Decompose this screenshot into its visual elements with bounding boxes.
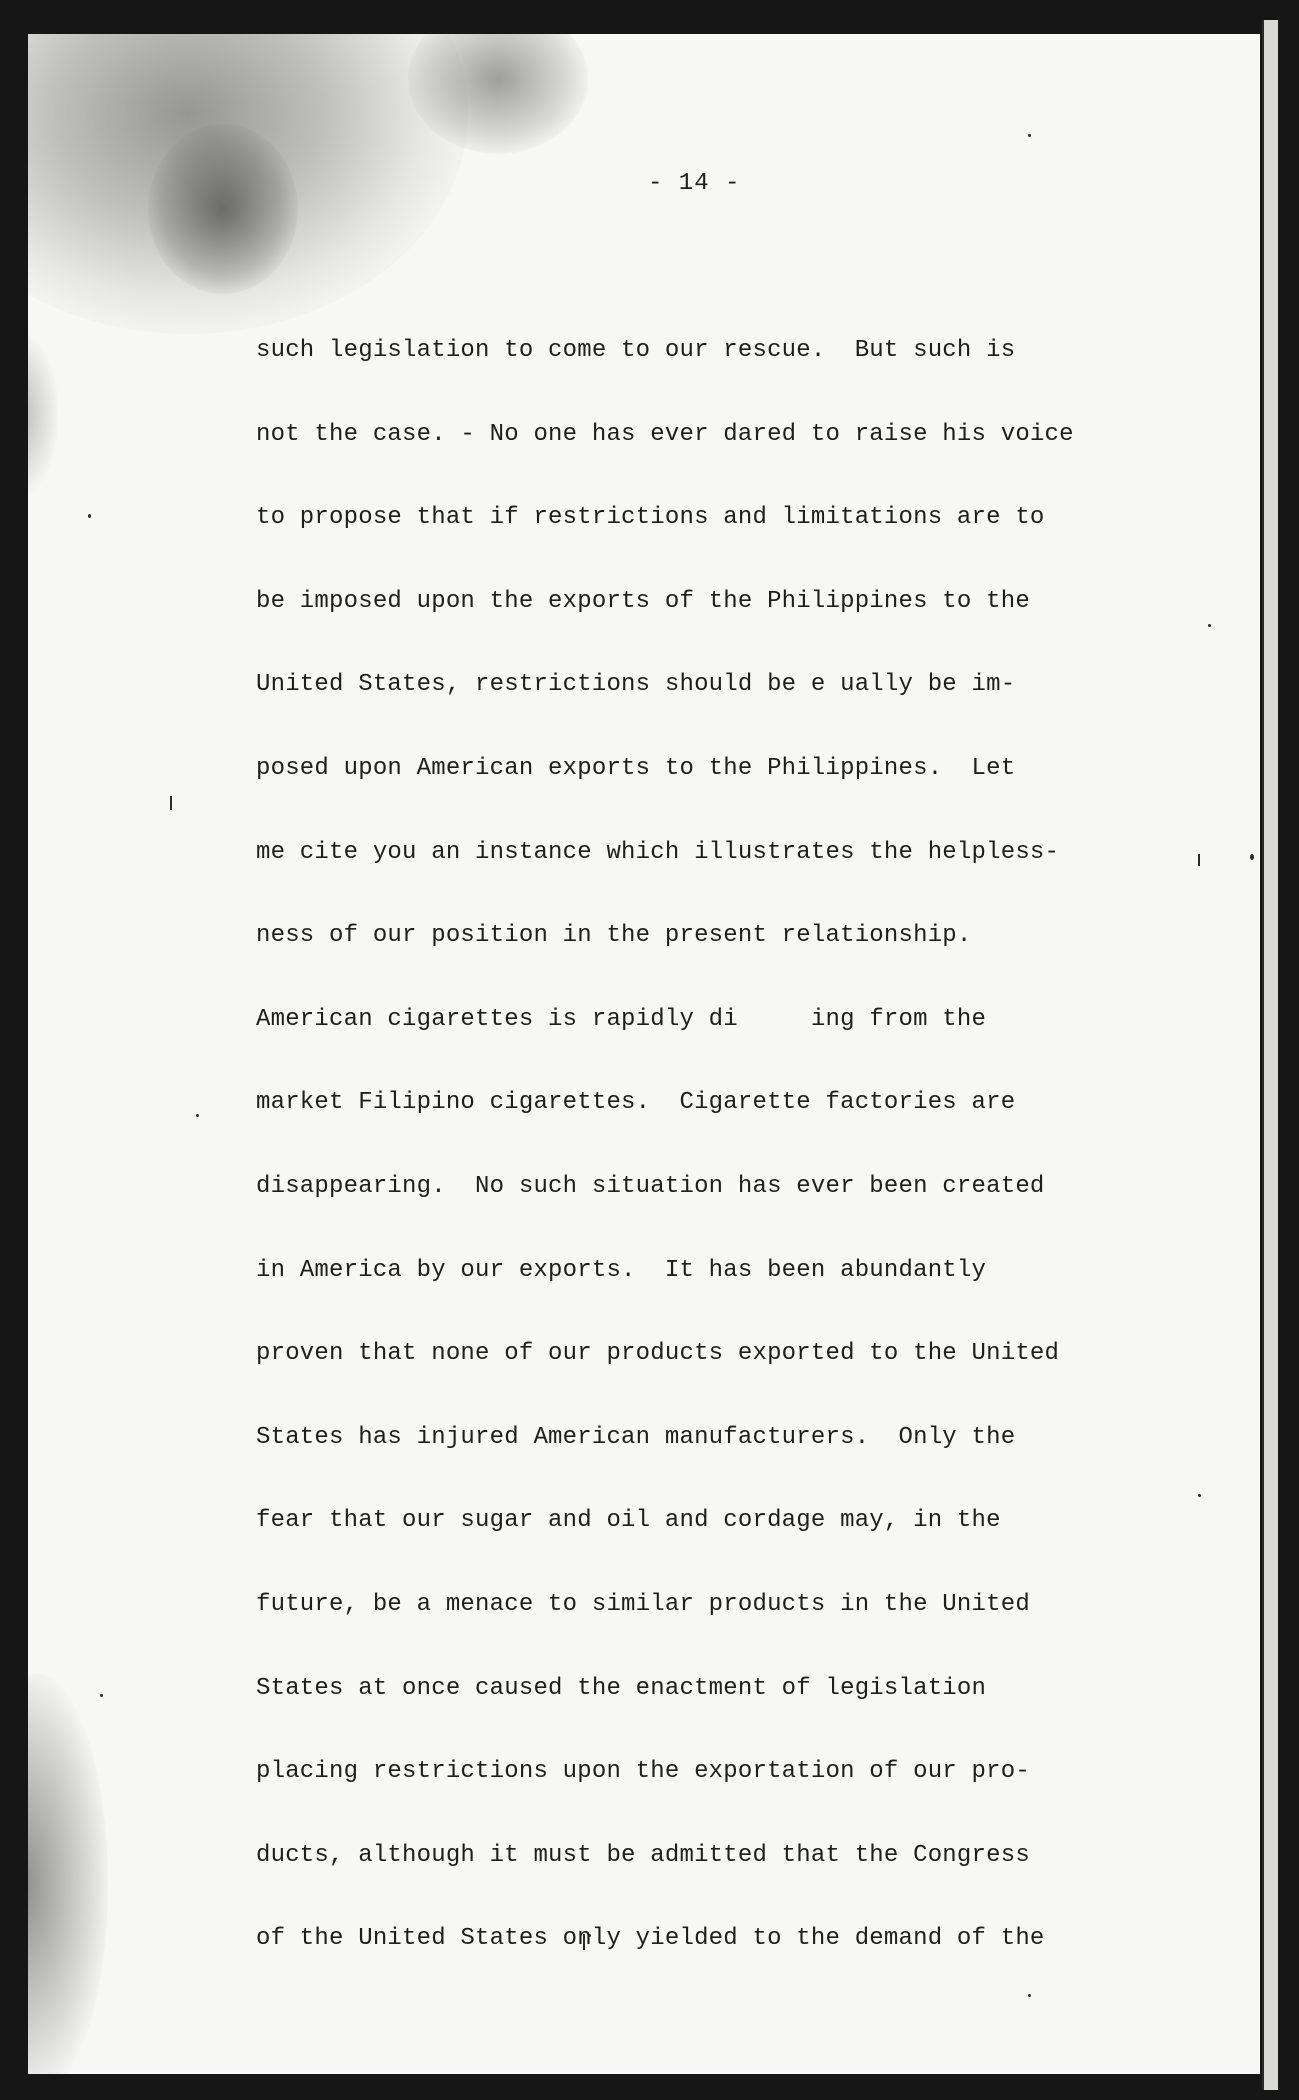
- text-line: posed upon American exports to the Philippines. Let: [256, 754, 1016, 782]
- water-stain: [28, 34, 468, 334]
- text-line: proven that none of our products exported to the United: [256, 1340, 1060, 1368]
- text-line: placing restrictions upon the exportation of our pro-: [256, 1758, 1030, 1786]
- text-line: United States, restrictions should be e ually be im-: [256, 671, 1016, 699]
- water-stain: [148, 124, 298, 294]
- text-line: States at once caused the enactment of legislation: [256, 1674, 987, 1702]
- text-line: to propose that if restrictions and limitations are to: [256, 504, 1045, 532]
- document-page: [28, 34, 1260, 2074]
- body-text: [256, 336, 1256, 2008]
- water-stain: [28, 334, 58, 494]
- text-line: American cigarettes is rapidly di ing from the: [256, 1005, 987, 1033]
- text-line: ness of our position in the present relationship.: [256, 922, 972, 950]
- text-line: not the case. - No one has ever dared to raise his voice: [256, 420, 1074, 448]
- text-line: of the United States only yielded to the demand of the: [256, 1925, 1045, 1953]
- text-line: such legislation to come to our rescue. But such is: [256, 337, 1016, 364]
- underlying-page-edge: [1262, 20, 1278, 2090]
- water-stain: [28, 1674, 108, 2074]
- text-line: in America by our exports. It has been abundantly: [256, 1256, 987, 1284]
- text-line: be imposed upon the exports of the Philippines to the: [256, 587, 1030, 615]
- text-line: market Filipino cigarettes. Cigarette factories are: [256, 1089, 1016, 1117]
- text-line: disappearing. No such situation has ever been created: [256, 1172, 1045, 1200]
- text-line: ducts, although it must be admitted that the Congress: [256, 1841, 1030, 1869]
- text-line: fear that our sugar and oil and cordage may, in the: [256, 1507, 1001, 1535]
- text-line: future, be a menace to similar products in the United: [256, 1590, 1030, 1618]
- water-stain: [408, 34, 588, 154]
- text-line: States has injured American manufacturers. Only the: [256, 1423, 1016, 1451]
- page-number: - 14 -: [648, 170, 741, 197]
- text-line: me cite you an instance which illustrates the helpless-: [256, 838, 1060, 866]
